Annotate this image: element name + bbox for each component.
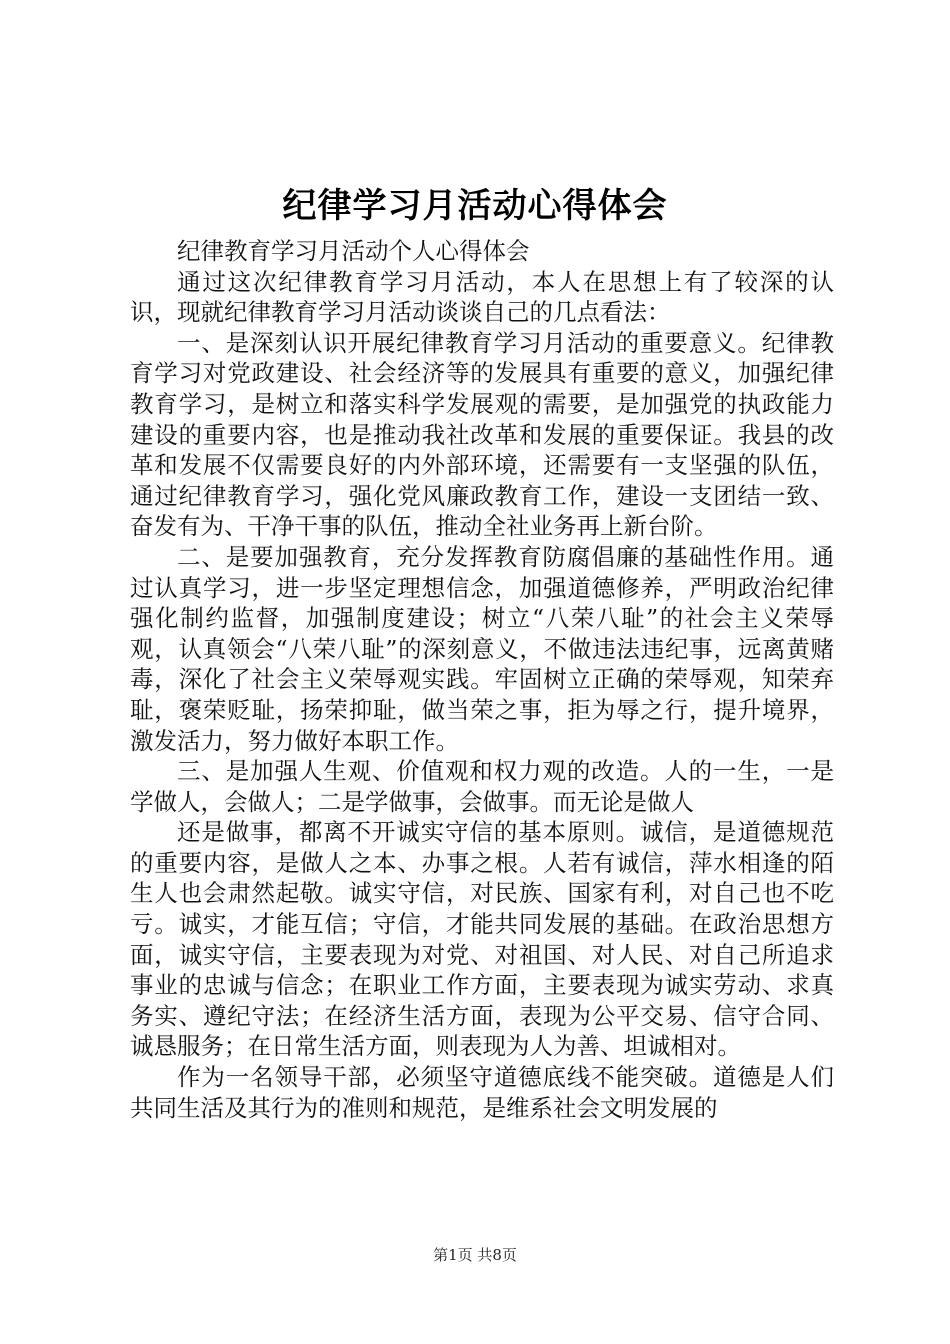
document-title: 纪律学习月活动心得体会 [282,186,668,226]
page-footer: 第1页 共8页 [433,1246,517,1264]
paragraph-leadership: 作为一名领导干部，必须坚守道德底线不能突破。道德是人们共同生活及其行为的准则和规范，是维系社会文明发展的 [130,1063,834,1122]
paragraph-intro: 通过这次纪律教育学习月活动，本人在思想上有了较深的认识，现就纪律教育学习月活动谈谈自己的几点看法： [130,267,834,327]
paragraph-section-two: 二、是要加强教育，充分发挥教育防腐倡廉的基础性作用。通过认真学习，进一步坚定理想信念，加强道德修养，严明政治纪律强化制约监督，加强制度建设；树立“八荣八耻”的社会主义荣辱观，认真领会“八荣八耻”的深刻意义，不做违法违纪事，远离黄赌毒，深化了社会主义荣辱观实践。牢固树立正确的荣辱观，知荣弃耻，褒荣贬耻，扬荣抑耻，做当荣之事，拒为辱之行，提升境界，激发活力，努力做好本职工作。 [130,542,834,755]
paragraph-integrity: 还是做事，都离不开诚实守信的基本原则。诚信，是道德规范的重要内容，是做人之本、办事之根。人若有诚信，萍水相逢的陌生人也会肃然起敬。诚实守信，对民族、国家有利，对自己也不吃亏。诚实，才能互信；守信，才能共同发展的基础。在政治思想方面，诚实守信，主要表现为对党、对祖国、对人民、对自己所追求事业的忠诚与信念；在职业工作方面，主要表现为诚实劳动、求真务实、遵纪守法；在经济生活方面，表现为公平交易、信守合同、诚恳服务；在日常生活方面，则表现为人为善、坦诚相对。 [130,818,834,1061]
document-body [130,236,834,1123]
paragraph-section-one: 一、是深刻认识开展纪律教育学习月活动的重要意义。纪律教育学习对党政建设、社会经济等的发展具有重要的意义，加强纪律教育学习，是树立和落实科学发展观的需要，是加强党的执政能力建设的重要内容，也是推动我社改革和发展的重要保证。我县的改革和发展不仅需要良好的内外部环境，还需要有一支坚强的队伍，通过纪律教育学习，强化党风廉政教育工作，建设一支团结一致、奋发有为、干净干事的队伍，推动全社业务再上新台阶。 [130,328,834,541]
paragraph-subtitle: 纪律教育学习月活动个人心得体会 [177,237,530,265]
paragraph-section-three: 三、是加强人生观、价值观和权力观的改造。人的一生，一是学做人，会做人；二是学做事，会做事。而无论是做人 [130,757,834,816]
